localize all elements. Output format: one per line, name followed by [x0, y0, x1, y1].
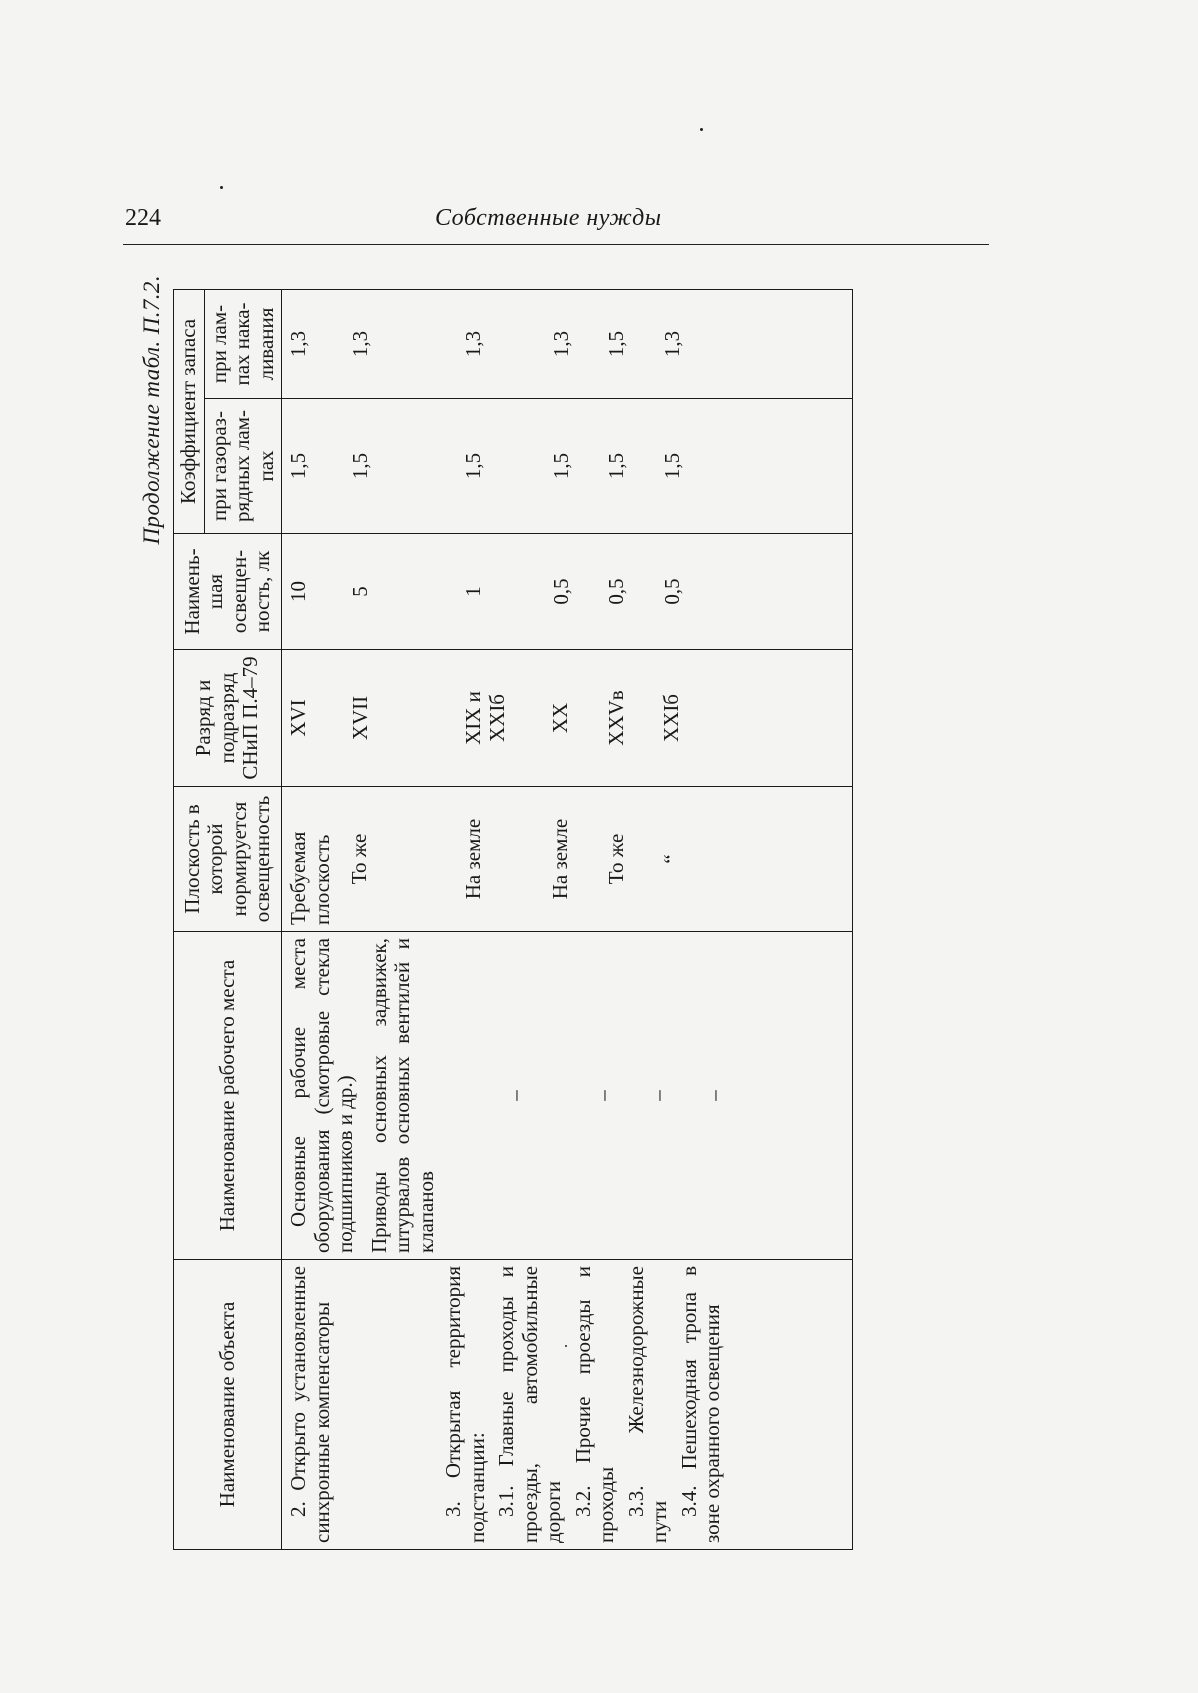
running-title: Собственные нужды — [435, 205, 662, 231]
workplace-3-4: – — [701, 1090, 726, 1101]
object-3-4: 3.4. Пешеходная тропа в зоне охранного освещения — [676, 1266, 725, 1543]
reserve-incandescent-2a: 1,3 — [286, 330, 311, 358]
col-header-reserve-gas: при газораз-рядных лам-пах — [204, 399, 282, 534]
plane-3-3: То же — [603, 833, 628, 885]
plane-3-1: На земле — [460, 818, 485, 900]
category-cell — [282, 650, 853, 787]
col-header-reserve-incandescent: при лам-пах нака-ливания — [204, 289, 282, 398]
illuminance-2b: 5 — [347, 586, 372, 597]
reserve-gas-cell — [282, 399, 853, 534]
col-header-illuminance: Наимень-шая освещен-ность, лк — [174, 534, 282, 650]
reserve-incandescent-3-1: 1,3 — [461, 330, 486, 358]
illuminance-2a: 10 — [286, 581, 311, 602]
category-3-1: XIX и XXIб — [461, 691, 509, 745]
header-rule — [123, 244, 989, 245]
reserve-incandescent-cell — [282, 289, 853, 398]
table-header-row — [174, 289, 205, 1549]
illuminance-3-1: 1 — [461, 586, 486, 597]
object-3: 3. Открытая территория подстанции: — [441, 1266, 489, 1543]
reserve-incandescent-3-4: 1,3 — [659, 330, 684, 358]
plane-2a: Требуемая плоскость — [286, 831, 334, 925]
category-3-4: XXIб — [659, 694, 684, 743]
plane-3-2: На земле — [548, 818, 573, 900]
lighting-norms-table — [173, 289, 853, 1550]
reserve-gas-2a: 1,5 — [286, 452, 311, 480]
category-3-3: XXVв — [603, 690, 628, 746]
workplace-3-2: – — [590, 1090, 615, 1101]
plane-cell — [282, 787, 853, 932]
col-header-workplace: Наименование рабочего места — [174, 932, 282, 1260]
col-header-category: Разряд и подразряд СНиП П.4–79 — [174, 650, 282, 787]
reserve-gas-3-1: 1,5 — [461, 452, 486, 480]
reserve-gas-3-4: 1,5 — [659, 452, 684, 480]
reserve-incandescent-3-3: 1,5 — [604, 330, 629, 358]
object-3-2: 3.2. Прочие проезды и проходы — [570, 1266, 619, 1543]
object-cell — [282, 1260, 853, 1550]
illuminance-cell — [282, 534, 853, 650]
workplace-cell — [282, 932, 853, 1260]
category-3-2: XX — [548, 702, 573, 734]
reserve-gas-3-3: 1,5 — [604, 452, 629, 480]
illuminance-3-2: 0,5 — [548, 578, 573, 605]
scan-speck — [700, 128, 703, 131]
table-caption: Продолжение табл. П.7.2. — [139, 275, 164, 545]
category-2b: XVII — [347, 695, 372, 741]
illuminance-3-4: 0,5 — [659, 578, 684, 605]
reserve-incandescent-2b: 1,3 — [347, 330, 372, 358]
object-3-1: 3.1. Главные проходы и проезды, автомобильные дороги — [494, 1266, 566, 1543]
reserve-gas-3-2: 1,5 — [548, 452, 573, 480]
workplace-3-1: – — [503, 1090, 528, 1101]
workplace-2a: Основные рабочие места оборудования (смотровые стекла подшипников и др.) — [286, 938, 358, 1253]
col-header-reserve-factor: Коэффициент запаса — [174, 289, 205, 533]
rotated-table-block — [135, 275, 985, 1555]
reserve-gas-2b: 1,5 — [347, 452, 372, 480]
col-header-plane: Плоскость в которой нормируется освещенность — [174, 787, 282, 932]
col-header-object: Наименование объекта — [174, 1260, 282, 1550]
page-header — [0, 0, 1198, 270]
category-2a: XVI — [286, 699, 311, 737]
workplace-2b: Приводы основных задвижек, штурвалов основных вентилей и клапанов — [366, 938, 438, 1253]
reserve-incandescent-3-2: 1,3 — [548, 330, 573, 358]
table-body-row — [282, 289, 853, 1549]
plane-2b: То же — [347, 833, 372, 885]
illuminance-3-3: 0,5 — [604, 578, 629, 605]
object-2: 2. Открыто установленные синхронные компенсаторы — [286, 1266, 334, 1543]
scan-speck — [220, 186, 223, 189]
workplace-3-3: – — [646, 1090, 671, 1101]
object-3-3: 3.3. Железнодорожные пути — [623, 1266, 672, 1543]
plane-3-4: “ — [659, 854, 684, 864]
page-number: 224 — [125, 205, 161, 231]
